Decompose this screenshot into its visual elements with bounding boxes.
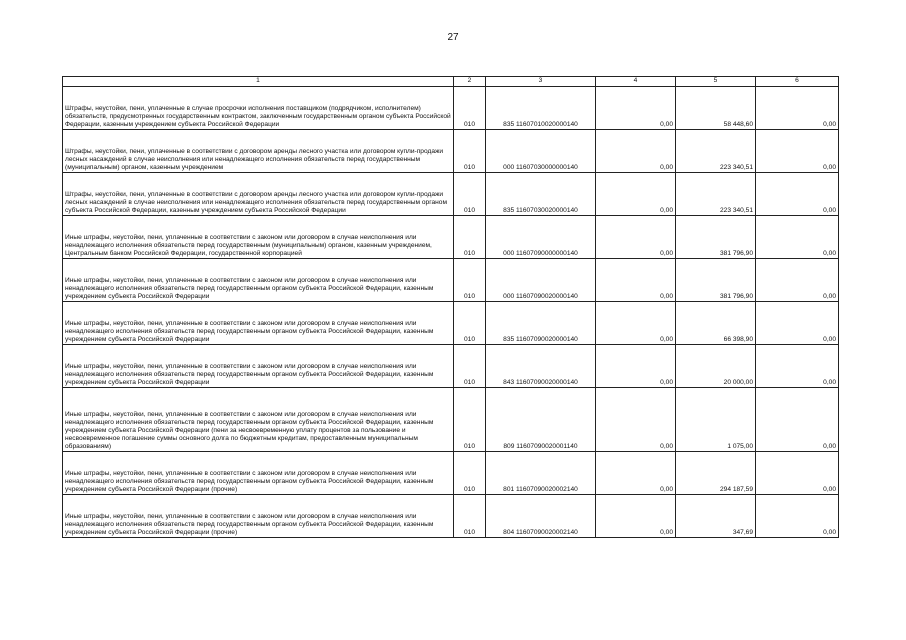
row-col4-value: 0,00	[596, 216, 676, 259]
row-col6-value: 0,00	[756, 259, 839, 302]
row-description: Иные штрафы, неустойки, пени, уплаченные в соответствии с законом или договором в случае неисполнения или ненадлежащего исполнения обязательств перед государственным органом субъекта Российской Федерации, казенным учреждением субъекта Российской Федерации	[63, 345, 454, 388]
row-col5-value: 66 398,90	[676, 302, 756, 345]
row-description: Иные штрафы, неустойки, пени, уплаченные в соответствии с законом или договором в случае неисполнения или ненадлежащего исполнения обязательств перед государственным органом субъекта Российской Федерации, казенным учреждением субъекта Российской Федерации (прочие)	[63, 495, 454, 538]
row-budget-code: 809 11607090020001140	[486, 388, 596, 452]
row-col5-value: 58 448,60	[676, 87, 756, 130]
page-number: 27	[447, 32, 459, 43]
table-row	[63, 388, 839, 452]
table-row	[63, 302, 839, 345]
table-row	[63, 495, 839, 538]
header-col-5: 5	[676, 77, 756, 87]
row-description: Штрафы, неустойки, пени, уплаченные в случае просрочки исполнения поставщиком (подрядчиком, исполнителем) обязательств, предусмотренных государственным контрактом, заключенным государственным органом субъекта Российской Федерации, казенным учреждением субъекта Российской Федерации	[63, 87, 454, 130]
table-header-row	[63, 77, 839, 87]
row-budget-code: 000 11607030000000140	[486, 130, 596, 173]
row-col4-value: 0,00	[596, 302, 676, 345]
table-row	[63, 216, 839, 259]
row-col5-value: 1 075,00	[676, 388, 756, 452]
row-line-code: 010	[454, 495, 486, 538]
row-col4-value: 0,00	[596, 130, 676, 173]
row-line-code: 010	[454, 130, 486, 173]
row-description: Штрафы, неустойки, пени, уплаченные в соответствии с договором аренды лесного участка или договором купли-продажи лесных насаждений в случае неисполнения или ненадлежащего исполнения обязательств перед государственным (муниципальным) органом, казенным учреждением	[63, 130, 454, 173]
row-col5-value: 381 796,90	[676, 216, 756, 259]
row-col6-value: 0,00	[756, 388, 839, 452]
row-line-code: 010	[454, 216, 486, 259]
row-col5-value: 294 187,59	[676, 452, 756, 495]
row-budget-code: 835 11607030020000140	[486, 173, 596, 216]
row-col5-value: 223 340,51	[676, 173, 756, 216]
header-col-2: 2	[454, 77, 486, 87]
row-col6-value: 0,00	[756, 87, 839, 130]
row-col6-value: 0,00	[756, 452, 839, 495]
row-col4-value: 0,00	[596, 259, 676, 302]
row-col4-value: 0,00	[596, 173, 676, 216]
row-line-code: 010	[454, 345, 486, 388]
header-col-4: 4	[596, 77, 676, 87]
row-line-code: 010	[454, 259, 486, 302]
report-table	[62, 76, 839, 538]
row-description: Штрафы, неустойки, пени, уплаченные в соответствии с договором аренды лесного участка или договором купли-продажи лесных насаждений в случае неисполнения или ненадлежащего исполнения обязательств перед государственным органом субъекта Российской Федерации, казенным учреждением субъекта Российской Федерации	[63, 173, 454, 216]
row-col5-value: 20 000,00	[676, 345, 756, 388]
row-col4-value: 0,00	[596, 495, 676, 538]
row-col5-value: 381 796,90	[676, 259, 756, 302]
header-col-3: 3	[486, 77, 596, 87]
row-line-code: 010	[454, 87, 486, 130]
row-col6-value: 0,00	[756, 345, 839, 388]
table-row	[63, 87, 839, 130]
table-row	[63, 452, 839, 495]
header-col-6: 6	[756, 77, 839, 87]
header-col-1: 1	[63, 77, 454, 87]
table-row	[63, 345, 839, 388]
row-budget-code: 801 11607090020002140	[486, 452, 596, 495]
row-col5-value: 347,69	[676, 495, 756, 538]
row-description: Иные штрафы, неустойки, пени, уплаченные в соответствии с законом или договором в случае неисполнения или ненадлежащего исполнения обязательств перед государственным органом субъекта Российской Федерации, казенным учреждением субъекта Российской Федерации	[63, 302, 454, 345]
row-description: Иные штрафы, неустойки, пени, уплаченные в соответствии с законом или договором в случае неисполнения или ненадлежащего исполнения обязательств перед государственным органом субъекта Российской Федерации, казенным учреждением субъекта Российской Федерации (прочие)	[63, 452, 454, 495]
table-row	[63, 173, 839, 216]
row-col4-value: 0,00	[596, 388, 676, 452]
row-col6-value: 0,00	[756, 495, 839, 538]
row-line-code: 010	[454, 388, 486, 452]
row-description: Иные штрафы, неустойки, пени, уплаченные в соответствии с законом или договором в случае неисполнения или ненадлежащего исполнения обязательств перед государственным органом субъекта Российской Федерации, казенным учреждением субъекта Российской Федерации	[63, 259, 454, 302]
row-line-code: 010	[454, 173, 486, 216]
row-budget-code: 804 11607090020002140	[486, 495, 596, 538]
row-col6-value: 0,00	[756, 130, 839, 173]
row-col6-value: 0,00	[756, 302, 839, 345]
row-col4-value: 0,00	[596, 452, 676, 495]
row-col6-value: 0,00	[756, 173, 839, 216]
row-budget-code: 843 11607090020000140	[486, 345, 596, 388]
row-budget-code: 000 11607090000000140	[486, 216, 596, 259]
row-col4-value: 0,00	[596, 345, 676, 388]
table-row	[63, 130, 839, 173]
row-line-code: 010	[454, 452, 486, 495]
row-line-code: 010	[454, 302, 486, 345]
row-description: Иные штрафы, неустойки, пени, уплаченные в соответствии с законом или договором в случае неисполнения или ненадлежащего исполнения обязательств перед государственным органом субъекта Российской Федерации, казенным учреждением субъекта Российской Федерации (пени за несвоевременную уплату процентов за пользование и несвоевременное погашение суммы основного долга по бюджетным кредитам, предоставленным муниципальным образованиям)	[63, 388, 454, 452]
row-col6-value: 0,00	[756, 216, 839, 259]
row-budget-code: 835 11607010020000140	[486, 87, 596, 130]
table-row	[63, 259, 839, 302]
row-col4-value: 0,00	[596, 87, 676, 130]
row-budget-code: 000 11607090020000140	[486, 259, 596, 302]
row-budget-code: 835 11607090020000140	[486, 302, 596, 345]
row-description: Иные штрафы, неустойки, пени, уплаченные в соответствии с законом или договором в случае неисполнения или ненадлежащего исполнения обязательств перед государственным (муниципальным) органом, казенным учреждением, Центральным банком Российской Федерации, государственной корпорацией	[63, 216, 454, 259]
row-col5-value: 223 340,51	[676, 130, 756, 173]
